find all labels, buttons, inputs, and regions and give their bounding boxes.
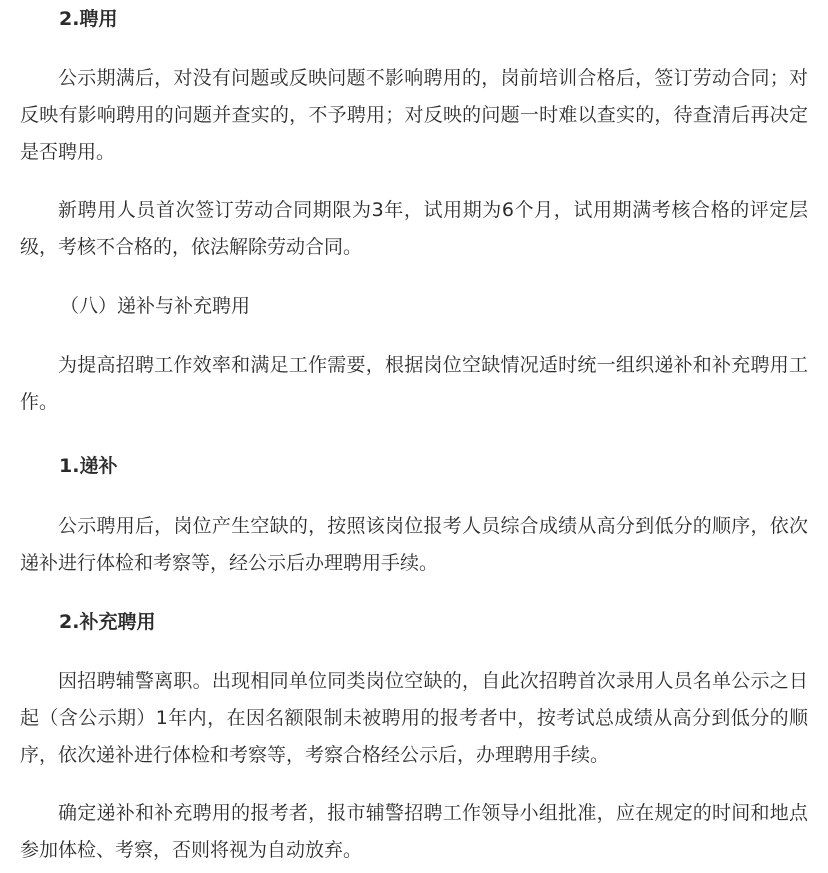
paragraph-employment-conditions: 公示期满后，对没有问题或反映问题不影响聘用的，岗前培训合格后，签订劳动合同；对反映有影响聘用的问题并查实的，不予聘用；对反映的问题一时难以查实的，待查清后再决定是否聘用。 <box>20 67 808 163</box>
section-heading-supplementary: 2.补充聘用 <box>59 611 156 633</box>
section-heading-employment: 2.聘用 <box>59 8 118 30</box>
paragraph-replacement-intro: 为提高招聘工作效率和满足工作需要，根据岗位空缺情况适时统一组织递补和补充聘用工作。 <box>20 354 808 413</box>
paragraph-contract-term: 新聘用人员首次签订劳动合同期限为3年，试用期为6个月，试用期满考核合格的评定层级，考核不合格的，依法解除劳动合同。 <box>20 199 808 258</box>
section-heading-backfill: 1.递补 <box>59 455 118 477</box>
section-heading-replacement: （八）递补与补充聘用 <box>60 295 251 317</box>
paragraph-supplementary-rules: 因招聘辅警离职。出现相同单位同类岗位空缺的，自此次招聘首次录用人员名单公示之日起（含公示期）1年内，在因名额限制未被聘用的报考者中，按考试总成绩从高分到低分的顺序，依次递补进行体检和考察等，考察合格经公示后，办理聘用手续。 <box>20 670 808 766</box>
paragraph-backfill-rules: 公示聘用后，岗位产生空缺的，按照该岗位报考人员综合成绩从高分到低分的顺序，依次递补进行体检和考察等，经公示后办理聘用手续。 <box>20 515 808 574</box>
paragraph-approval-notice: 确定递补和补充聘用的报考者，报市辅警招聘工作领导小组批准，应在规定的时间和地点参加体检、考察，否则将视为自动放弃。 <box>20 802 808 861</box>
